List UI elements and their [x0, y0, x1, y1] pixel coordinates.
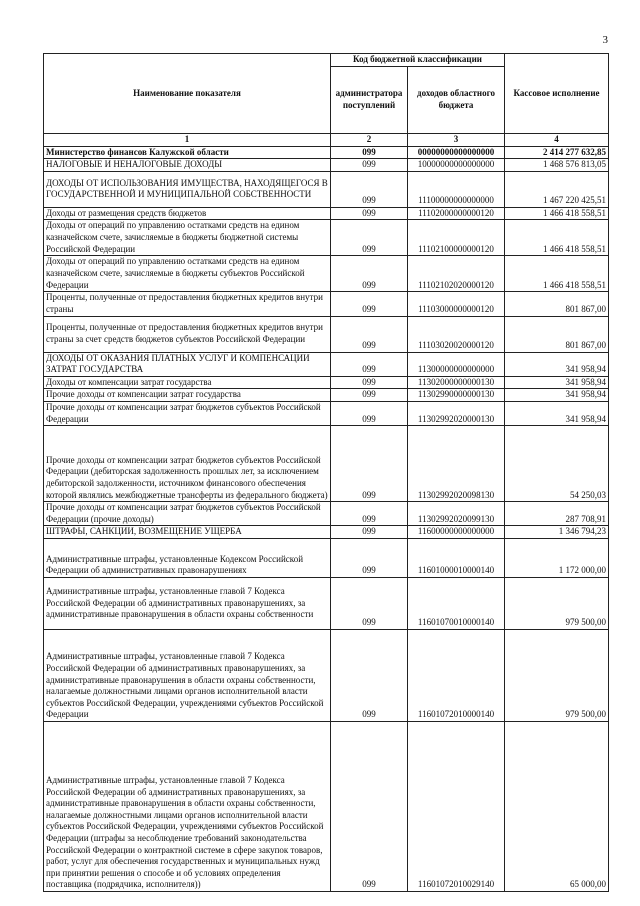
table-row [44, 577, 609, 629]
header-amount: Кассовое исполнение [505, 54, 609, 134]
row-name: Административные штрафы, установленные главой 7 Кодекса Российской Федерации об административных правонарушениях, за административные правонарушения в области охраны собственности [44, 577, 331, 629]
table-row [44, 538, 609, 577]
table-row [44, 220, 609, 256]
row-admin-code: 099 [331, 629, 408, 721]
row-income-code: 11103000000000120 [408, 292, 505, 316]
row-income-code: 11102000000000120 [408, 207, 505, 220]
row-amount: 1 466 418 558,51 [505, 220, 609, 256]
table-row [44, 376, 609, 389]
row-name: Проценты, полученные от предоставления бюджетных кредитов внутри страны за счет средств бюджетов субъектов Российской Федерации [44, 316, 331, 352]
row-name: ШТРАФЫ, САНКЦИИ, ВОЗМЕЩЕНИЕ УЩЕРБА [44, 526, 331, 539]
row-amount: 341 958,94 [505, 401, 609, 425]
column-number: 2 [331, 134, 408, 147]
row-amount: 65 000,00 [505, 721, 609, 891]
table-row [44, 389, 609, 402]
row-admin-code: 099 [331, 502, 408, 526]
budget-report-table [43, 53, 609, 892]
row-admin-code: 099 [331, 538, 408, 577]
row-income-code: 11302992020098130 [408, 426, 505, 502]
row-income-code: 11601000010000140 [408, 538, 505, 577]
row-income-code: 00000000000000000 [408, 146, 505, 159]
row-admin-code: 099 [331, 389, 408, 402]
table-row [44, 352, 609, 376]
row-name: Министерство финансов Калужской области [44, 146, 331, 159]
table-row [44, 292, 609, 316]
row-name: Доходы от операций по управлению остатками средств на едином казначейском счете, зачисляемые в бюджеты бюджетной системы Российской Федерации [44, 220, 331, 256]
page-number: 3 [602, 34, 608, 46]
row-income-code: 10000000000000000 [408, 159, 505, 172]
table-row [44, 146, 609, 159]
table-row [44, 526, 609, 539]
row-amount: 2 414 277 632,85 [505, 146, 609, 159]
row-amount: 1 346 794,23 [505, 526, 609, 539]
row-income-code: 11302000000000130 [408, 376, 505, 389]
row-name: Административные штрафы, установленные главой 7 Кодекса Российской Федерации об административных правонарушениях, за административные правонарушения в области охраны собственности, налагаемые должностными лицами органов исполнительной власти субъектов Российской Федерации, учреждениями субъектов Российской Федерации [44, 629, 331, 721]
row-income-code: 11102100000000120 [408, 220, 505, 256]
row-income-code: 11600000000000000 [408, 526, 505, 539]
table-row [44, 171, 609, 207]
row-name: Прочие доходы от компенсации затрат бюджетов субъектов Российской Федерации (дебиторская задолженность прошлых лет, за исключением дебиторской задолженности, источником финансового обеспечения которой являлись межбюджетные трансферты из федерального бюджета) [44, 426, 331, 502]
row-income-code: 11601072010029140 [408, 721, 505, 891]
table-row [44, 207, 609, 220]
row-admin-code: 099 [331, 292, 408, 316]
row-amount: 287 708,91 [505, 502, 609, 526]
row-name: Прочие доходы от компенсации затрат бюджетов субъектов Российской Федерации (прочие доходы) [44, 502, 331, 526]
row-admin-code: 099 [331, 577, 408, 629]
row-admin-code: 099 [331, 207, 408, 220]
row-income-code: 11302992020099130 [408, 502, 505, 526]
row-name: ДОХОДЫ ОТ ИСПОЛЬЗОВАНИЯ ИМУЩЕСТВА, НАХОДЯЩЕГОСЯ В ГОСУДАРСТВЕННОЙ И МУНИЦИПАЛЬНОЙ СОБСТВЕННОСТИ [44, 171, 331, 207]
row-name: Прочие доходы от компенсации затрат государства [44, 389, 331, 402]
row-admin-code: 099 [331, 526, 408, 539]
column-number: 3 [408, 134, 505, 147]
table-row [44, 256, 609, 292]
row-admin-code: 099 [331, 721, 408, 891]
row-admin-code: 099 [331, 352, 408, 376]
row-admin-code: 099 [331, 426, 408, 502]
column-number: 4 [505, 134, 609, 147]
row-amount: 341 958,94 [505, 376, 609, 389]
row-income-code: 11300000000000000 [408, 352, 505, 376]
row-amount: 341 958,94 [505, 389, 609, 402]
row-income-code: 11302992020000130 [408, 401, 505, 425]
row-income-code: 11100000000000000 [408, 171, 505, 207]
row-amount: 1 466 418 558,51 [505, 207, 609, 220]
row-amount: 801 867,00 [505, 292, 609, 316]
row-name: Доходы от размещения средств бюджетов [44, 207, 331, 220]
row-admin-code: 099 [331, 376, 408, 389]
table-row [44, 502, 609, 526]
row-amount: 801 867,00 [505, 316, 609, 352]
row-income-code: 11601070010000140 [408, 577, 505, 629]
row-income-code: 11601072010000140 [408, 629, 505, 721]
row-admin-code: 099 [331, 220, 408, 256]
row-name: Проценты, полученные от предоставления бюджетных кредитов внутри страны [44, 292, 331, 316]
row-income-code: 11102102020000120 [408, 256, 505, 292]
row-amount: 1 466 418 558,51 [505, 256, 609, 292]
table-row [44, 426, 609, 502]
row-amount: 1 468 576 813,05 [505, 159, 609, 172]
row-admin-code: 099 [331, 171, 408, 207]
row-name: ДОХОДЫ ОТ ОКАЗАНИЯ ПЛАТНЫХ УСЛУГ И КОМПЕНСАЦИИ ЗАТРАТ ГОСУДАРСТВА [44, 352, 331, 376]
row-name: Доходы от компенсации затрат государства [44, 376, 331, 389]
table-row [44, 316, 609, 352]
column-number: 1 [44, 134, 331, 147]
row-amount: 1 467 220 425,51 [505, 171, 609, 207]
row-admin-code: 099 [331, 316, 408, 352]
header-admin: администратора поступлений [331, 67, 408, 134]
row-name: Административные штрафы, установленные Кодексом Российской Федерации об административных правонарушениях [44, 538, 331, 577]
row-amount: 979 500,00 [505, 577, 609, 629]
header-name: Наименование показателя [44, 54, 331, 134]
row-name: Доходы от операций по управлению остатками средств на едином казначейском счете, зачисляемые в бюджеты субъектов Российской Федерации [44, 256, 331, 292]
row-amount: 979 500,00 [505, 629, 609, 721]
header-budget-code-group: Код бюджетной классификации [331, 54, 505, 67]
table-row [44, 721, 609, 891]
row-admin-code: 099 [331, 256, 408, 292]
row-admin-code: 099 [331, 146, 408, 159]
table-row [44, 159, 609, 172]
header-income: доходов областного бюджета [408, 67, 505, 134]
column-number-row [44, 134, 609, 147]
row-name: Прочие доходы от компенсации затрат бюджетов субъектов Российской Федерации [44, 401, 331, 425]
row-amount: 1 172 000,00 [505, 538, 609, 577]
row-income-code: 11103020020000120 [408, 316, 505, 352]
row-admin-code: 099 [331, 401, 408, 425]
row-name: Административные штрафы, установленные главой 7 Кодекса Российской Федерации об административных правонарушениях, за административные правонарушения в области охраны собственности, налагаемые должностными лицами органов исполнительной власти субъектов Российской Федерации, учреждениями субъектов Российской Федерации (штрафы за несоблюдение требований законодательства Российской Федерации о контрактной системе в сфере закупок товаров, работ, услуг для обеспечения государственных и муниципальных нужд при принятии решения о способе и об условиях определения поставщика (подрядчика, исполнителя)) [44, 721, 331, 891]
table-row [44, 629, 609, 721]
row-amount: 341 958,94 [505, 352, 609, 376]
table-row [44, 401, 609, 425]
row-name: НАЛОГОВЫЕ И НЕНАЛОГОВЫЕ ДОХОДЫ [44, 159, 331, 172]
row-amount: 54 250,03 [505, 426, 609, 502]
row-admin-code: 099 [331, 159, 408, 172]
row-income-code: 11302990000000130 [408, 389, 505, 402]
